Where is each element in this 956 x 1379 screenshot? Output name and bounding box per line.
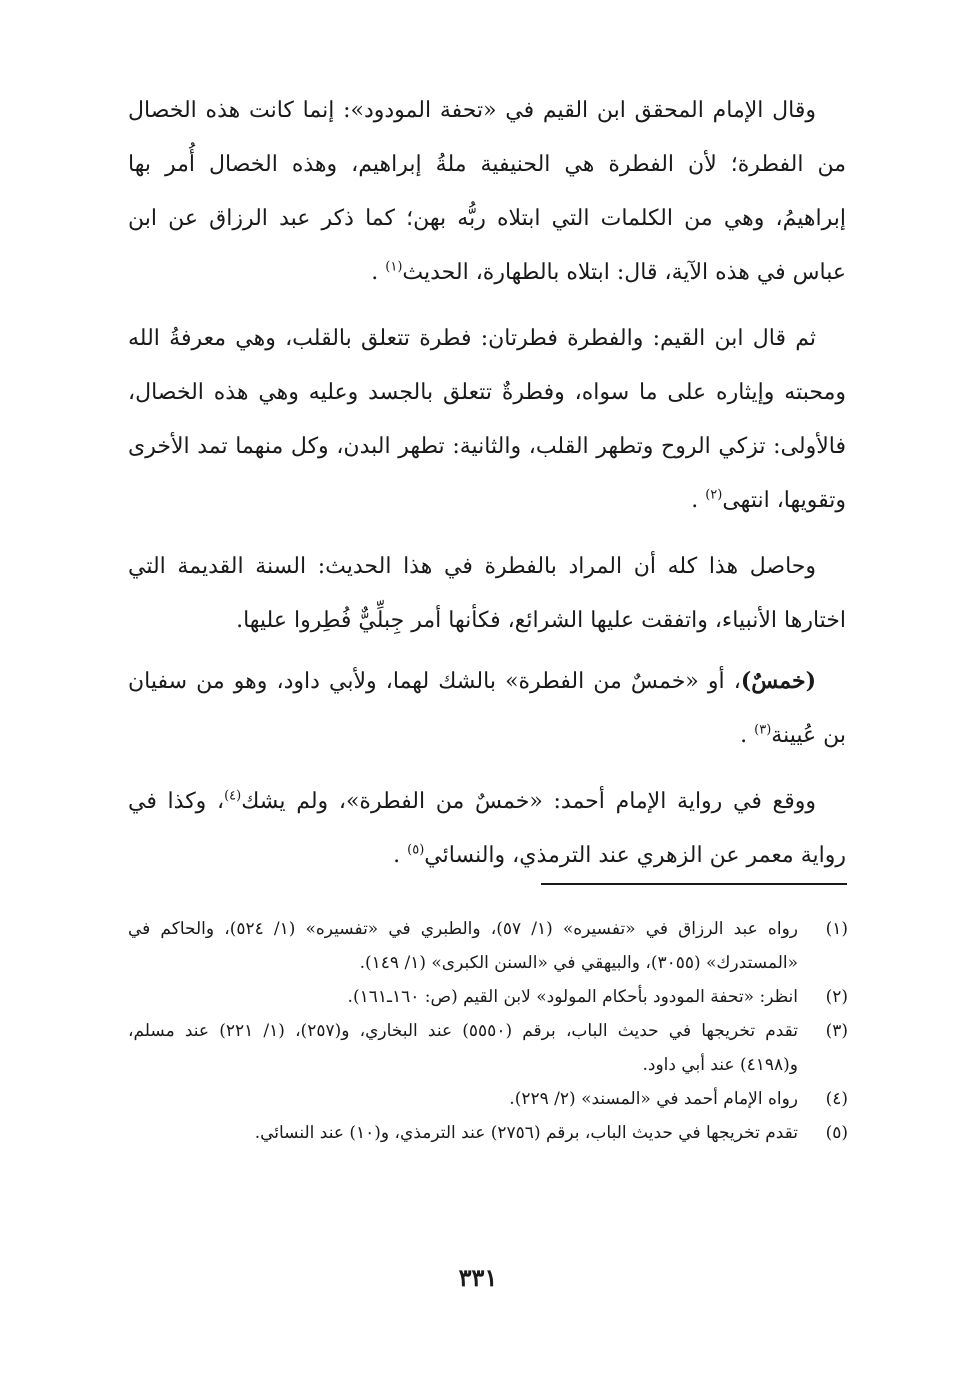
footnote-ref-3[interactable]: (٣) — [754, 722, 772, 738]
footnote-number: (٣) — [825, 1021, 848, 1041]
footnote-ref-5[interactable]: (٥) — [407, 842, 425, 858]
footnote-3 — [128, 1014, 848, 1082]
footnote-ref-4[interactable]: (٤) — [224, 788, 242, 804]
paragraph-5-end: . — [393, 843, 401, 868]
footnote-text: تقدم تخريجها في حديث الباب، برقم (٥٥٥٠) عند البخاري، و(٢٥٧)، (١/ ٢٢١) عند مسلم، و(٤١٩٨) عند أبي داود. — [128, 1021, 798, 1075]
paragraph-4-bold-term: (خمسٌ) — [740, 668, 816, 694]
paragraph-5-text-a: ووقع في رواية الإمام أحمد: «خمسٌ من الفطرة»، ولم يشك — [241, 789, 816, 814]
paragraph-1-end: . — [371, 260, 379, 285]
footnote-number: (٤) — [825, 1089, 848, 1109]
paragraph-2-end: . — [691, 488, 699, 513]
paragraph-4-text: ، أو «خمسٌ من الفطرة» بالشك لهما، ولأبي داود، وهو من سفيان بن عُيينة — [128, 669, 846, 748]
main-text — [128, 84, 846, 895]
footnote-text: رواه عبد الرزاق في «تفسيره» (١/ ٥٧)، والطبري في «تفسيره» (١/ ٥٢٤)، والحاكم في «المستدرك» (٣٠٥٥)، والبيهقي في «السنن الكبرى» (١/ ١٤٩). — [128, 919, 798, 973]
paragraph-3-text: وحاصل هذا كله أن المراد بالفطرة في هذا الحديث: السنة القديمة التي اختارها الأنبياء، واتفقت عليها الشرائع، فكأنها أمر جِبلِّيٌّ فُطِروا عليها. — [128, 554, 846, 633]
footnote-4 — [128, 1082, 848, 1116]
paragraph-2 — [128, 312, 846, 528]
footnote-text: رواه الإمام أحمد في «المسند» (٢/ ٢٢٩). — [509, 1089, 798, 1109]
footnotes — [128, 912, 848, 1150]
paragraph-5-text-b: ، وكذا في رواية معمر عن الزهري عند الترمذي، والنسائي — [128, 789, 846, 868]
footnote-number: (١) — [825, 919, 848, 939]
footnote-5 — [128, 1116, 848, 1150]
footnote-divider — [541, 883, 847, 885]
footnote-number: (٥) — [825, 1123, 848, 1143]
paragraph-4 — [128, 654, 846, 763]
paragraph-2-text: ثم قال ابن القيم: والفطرة فطرتان: فطرة تتعلق بالقلب، وهي معرفةُ الله ومحبته وإيثاره على ما سواه، وفطرةٌ تتعلق بالجسد وعليه وهي هذه الخصال، فالأولى: تزكي الروح وتطهر القلب، والثانية: تطهر البدن، وكل منهما تمد الأخرى وتقويها، انتهى — [128, 326, 846, 513]
paragraph-1 — [128, 84, 846, 300]
paragraph-5 — [128, 775, 846, 883]
footnote-ref-1[interactable]: (١) — [385, 259, 403, 275]
footnote-number: (٢) — [825, 987, 848, 1007]
footnote-ref-2[interactable]: (٢) — [705, 487, 723, 503]
paragraph-4-end: . — [740, 723, 748, 748]
footnote-text: تقدم تخريجها في حديث الباب، برقم (٢٧٥٦) عند الترمذي، و(١٠) عند النسائي. — [254, 1123, 798, 1143]
page-number: ٣٣١ — [458, 1263, 498, 1292]
footnote-text: انظر: «تحفة المودود بأحكام المولود» لابن القيم (ص: ١٦٠ـ١٦١). — [347, 987, 798, 1007]
footnote-2 — [128, 980, 848, 1014]
paragraph-1-text: وقال الإمام المحقق ابن القيم في «تحفة المودود»: إنما كانت هذه الخصال من الفطرة؛ لأن الفطرة هي الحنيفية ملةُ إبراهيم، وهذه الخصال أُمر بها إبراهيمُ، وهي من الكلمات التي ابتلاه ربُّه بهن؛ كما ذكر عبد الرزاق عن ابن عباس في هذه الآية، قال: ابتلاه بالطهارة، الحديث — [128, 98, 846, 285]
footnote-1 — [128, 912, 848, 980]
paragraph-3 — [128, 540, 846, 648]
